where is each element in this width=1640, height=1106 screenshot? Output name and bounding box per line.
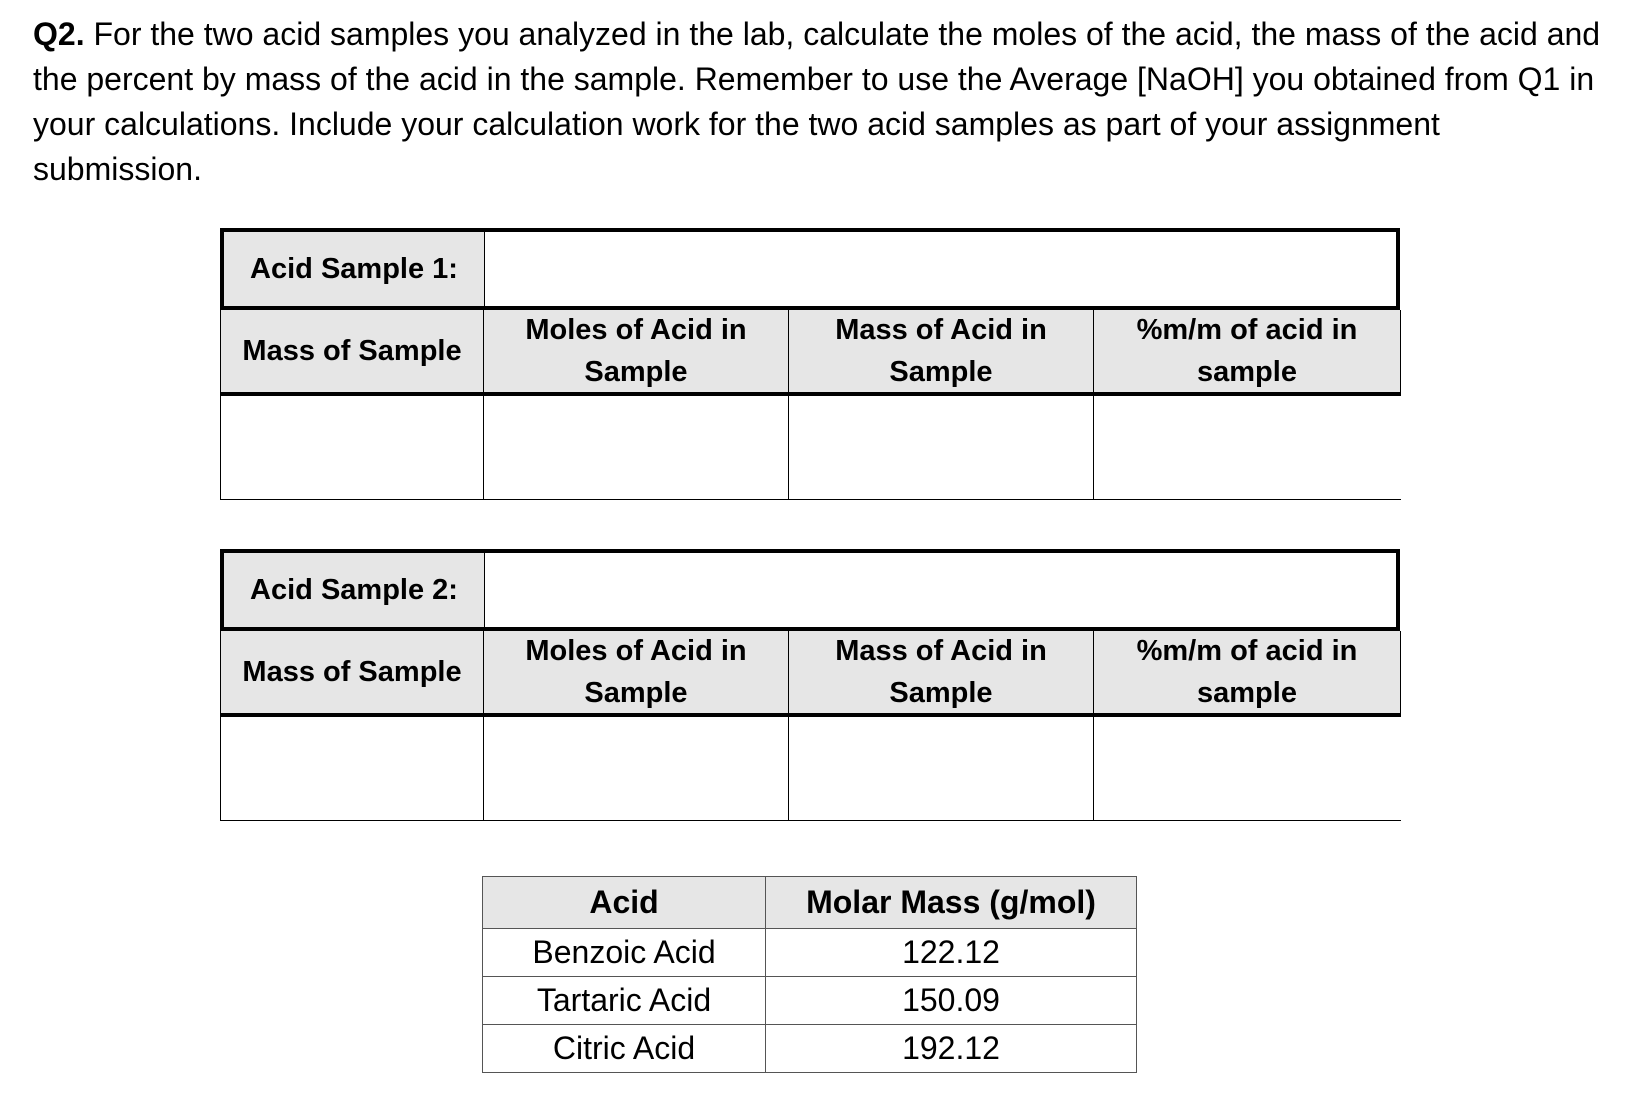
acid-name: Tartaric Acid: [483, 977, 766, 1025]
sample-name-field[interactable]: [485, 232, 1396, 306]
sample-name-field[interactable]: [485, 553, 1396, 627]
header-mass-of-acid: Mass of Acid in Sample: [789, 310, 1094, 396]
header-molar-mass: Molar Mass (g/mol): [766, 877, 1137, 929]
header-percent-mass: %m/m of acid in sample: [1094, 310, 1401, 396]
value-moles-of-acid[interactable]: [484, 396, 789, 500]
acid-name: Citric Acid: [483, 1025, 766, 1073]
value-mass-of-acid[interactable]: [789, 717, 1094, 821]
value-mass-of-sample[interactable]: [221, 396, 484, 500]
value-percent-mass[interactable]: [1094, 396, 1401, 500]
header-mass-of-sample: Mass of Sample: [221, 631, 484, 717]
table-header-row: [483, 877, 1137, 929]
header-moles-of-acid: Moles of Acid in Sample: [484, 631, 789, 717]
header-moles-of-acid: Moles of Acid in Sample: [484, 310, 789, 396]
sample-title: Acid Sample 2:: [224, 553, 485, 627]
question-body: For the two acid samples you analyzed in the lab, calculate the moles of the acid, the mass of the acid and the percent by mass of the acid in the sample. Remember to use the Average [NaOH] you obtained from Q1 in your calculations. Include your calculation work for the two acid samples as part of your assignment submission.: [33, 16, 1601, 187]
acid-sample-1-table: [220, 228, 1400, 500]
sample-title-row: [220, 549, 1400, 631]
acid-name: Benzoic Acid: [483, 929, 766, 977]
header-percent-mass: %m/m of acid in sample: [1094, 631, 1401, 717]
sample-title: Acid Sample 1:: [224, 232, 485, 306]
header-acid: Acid: [483, 877, 766, 929]
table-row: [483, 929, 1137, 977]
question-text: [33, 12, 1613, 192]
value-mass-of-sample[interactable]: [221, 717, 484, 821]
question-number: Q2.: [33, 16, 85, 52]
molar-mass-value: 150.09: [766, 977, 1137, 1025]
molar-mass-value: 122.12: [766, 929, 1137, 977]
header-mass-of-acid: Mass of Acid in Sample: [789, 631, 1094, 717]
molar-mass-value: 192.12: [766, 1025, 1137, 1073]
molar-mass-table: [482, 876, 1137, 1073]
value-moles-of-acid[interactable]: [484, 717, 789, 821]
value-percent-mass[interactable]: [1094, 717, 1401, 821]
table-row: [483, 977, 1137, 1025]
sample-title-row: [220, 228, 1400, 310]
table-row: [483, 1025, 1137, 1073]
header-mass-of-sample: Mass of Sample: [221, 310, 484, 396]
sample-grid: [220, 631, 1400, 821]
value-mass-of-acid[interactable]: [789, 396, 1094, 500]
sample-grid: [220, 310, 1400, 500]
acid-sample-2-table: [220, 549, 1400, 821]
